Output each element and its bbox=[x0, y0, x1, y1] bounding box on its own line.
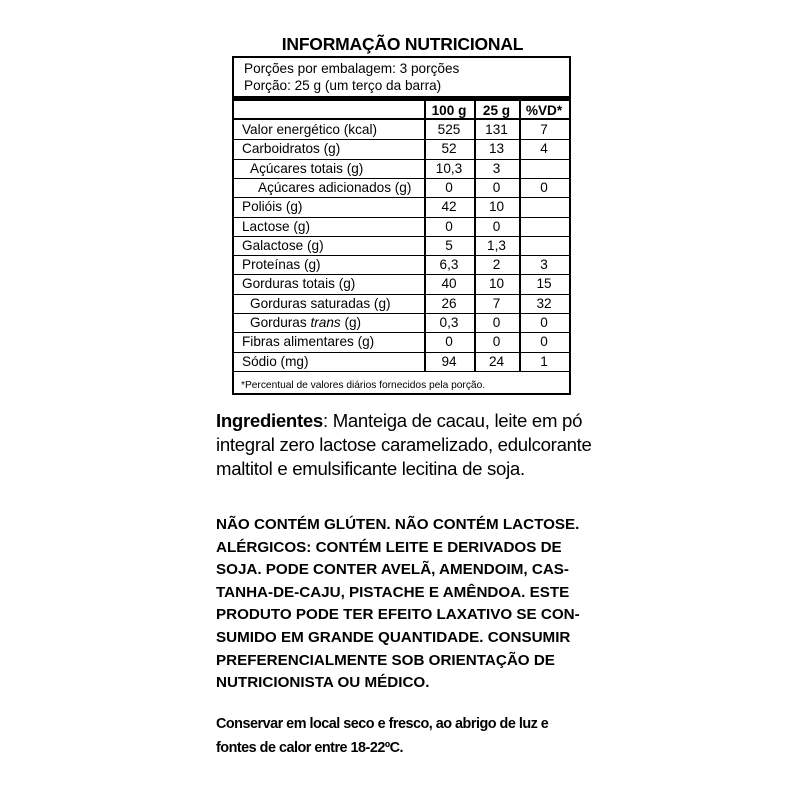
nutrient-value: 10 bbox=[488, 199, 505, 215]
nutrient-value: 0 bbox=[540, 179, 548, 195]
column-header: 25 g bbox=[482, 103, 511, 118]
nutrient-value: 0,3 bbox=[439, 315, 459, 330]
nutrition-title: INFORMAÇÃO NUTRICIONAL bbox=[281, 34, 524, 54]
ingredients-paragraph bbox=[216, 409, 596, 481]
nutrient-value: 2 bbox=[492, 257, 501, 273]
nutrient-label: Gorduras totais (g) bbox=[242, 276, 356, 292]
nutrient-value: 7 bbox=[540, 122, 548, 137]
nutrient-label: Polióis (g) bbox=[242, 199, 303, 215]
nutrient-value: 6,3 bbox=[439, 257, 459, 273]
nutrient-value: 1 bbox=[540, 353, 548, 369]
nutrient-label: Proteínas (g) bbox=[242, 257, 321, 273]
nutrient-label: Açúcares adicionados (g) bbox=[258, 179, 412, 195]
nutrient-value: 0 bbox=[445, 218, 453, 234]
nutrient-value: 24 bbox=[488, 353, 505, 369]
allergen-warnings bbox=[216, 514, 596, 695]
storage-instructions bbox=[216, 712, 596, 760]
nutrient-value: 0 bbox=[492, 315, 501, 330]
warning-line: ALÉRGICOS: CONTÉM LEITE E DERIVADOS DE bbox=[216, 538, 562, 556]
nutrient-value: 42 bbox=[441, 199, 457, 215]
nutrient-value: 94 bbox=[441, 353, 457, 369]
nutrient-value: 40 bbox=[441, 276, 457, 292]
vd-footnote: *Percentual de valores diários fornecidos pela porção. bbox=[241, 380, 486, 391]
column-header: %VD* bbox=[525, 103, 563, 118]
nutrient-value: 131 bbox=[485, 122, 508, 137]
nutrient-value: 0 bbox=[492, 218, 501, 234]
nutrient-value: 525 bbox=[437, 122, 461, 137]
nutrient-label: Açúcares totais (g) bbox=[250, 160, 364, 176]
row-divider bbox=[234, 159, 569, 160]
row-divider bbox=[234, 313, 569, 314]
nutrient-value: 32 bbox=[536, 295, 552, 311]
warning-line: SUMIDO EM GRANDE QUANTIDADE. CONSUMIR bbox=[216, 628, 571, 646]
nutrient-label: Gorduras saturadas (g) bbox=[250, 295, 391, 311]
ingredients-label: Ingredientes bbox=[216, 410, 323, 431]
nutrient-value: 0 bbox=[540, 334, 548, 350]
row-divider bbox=[234, 139, 569, 140]
warning-line: TANHA-DE-CAJU, PISTACHE E AMÊNDOA. ESTE bbox=[216, 583, 570, 601]
nutrient-label: Fibras alimentares (g) bbox=[242, 334, 375, 350]
row-divider bbox=[234, 274, 569, 275]
nutrient-value: 15 bbox=[536, 276, 552, 292]
row-divider bbox=[234, 236, 569, 237]
row-divider bbox=[234, 294, 569, 295]
nutrient-value: 7 bbox=[492, 295, 501, 311]
nutrient-value: 0 bbox=[492, 179, 501, 195]
warning-line: PRODUTO PODE TER EFEITO LAXATIVO SE CON- bbox=[216, 606, 580, 624]
nutrient-value: 0 bbox=[540, 315, 548, 330]
ingredients-line: integral zero lactose caramelizado, edulcorante bbox=[216, 434, 592, 455]
storage-line: Conservar em local seco e fresco, ao abrigo de luz e bbox=[216, 716, 549, 732]
nutrient-label: Lactose (g) bbox=[242, 218, 311, 234]
nutrient-value: 0 bbox=[445, 334, 453, 350]
row-divider bbox=[234, 217, 569, 218]
nutrient-value: 3 bbox=[540, 257, 548, 273]
column-header: 100 g bbox=[431, 103, 467, 118]
storage-line: fontes de calor entre 18-22ºC. bbox=[216, 740, 403, 756]
nutrient-label: Galactose (g) bbox=[242, 237, 324, 253]
nutrient-label: Valor energético (kcal) bbox=[242, 122, 377, 137]
nutrient-label: Sódio (mg) bbox=[242, 353, 309, 369]
nutrient-value: 26 bbox=[441, 295, 457, 311]
nutrient-value: 52 bbox=[441, 141, 457, 157]
warning-line: PREFERENCIALMENTE SOB ORIENTAÇÃO DE bbox=[216, 651, 555, 669]
ingredients-line: maltitol e emulsificante lecitina de soja. bbox=[216, 458, 525, 479]
warning-line: SOJA. PODE CONTER AVELÃ, AMENDOIM, CAS- bbox=[216, 561, 569, 579]
nutrient-value: 1,3 bbox=[487, 237, 506, 253]
nutrient-value: 0 bbox=[445, 179, 453, 195]
nutrient-value: 0 bbox=[492, 334, 501, 350]
nutrient-value: 10 bbox=[488, 276, 505, 292]
servings-per-package: Porções por embalagem: 3 porções bbox=[244, 61, 460, 76]
row-divider bbox=[234, 197, 569, 198]
nutrient-value: 5 bbox=[445, 237, 453, 253]
footnote-divider bbox=[234, 371, 569, 373]
warning-line: NUTRICIONISTA OU MÉDICO. bbox=[216, 674, 430, 692]
row-divider bbox=[234, 255, 569, 256]
nutrient-value: 13 bbox=[488, 141, 505, 157]
portion-size: Porção: 25 g (um terço da barra) bbox=[244, 78, 442, 93]
row-divider bbox=[234, 352, 569, 353]
row-divider bbox=[234, 178, 569, 179]
nutrient-label: Gorduras trans (g) bbox=[250, 315, 362, 330]
nutrient-value: 4 bbox=[540, 141, 548, 157]
ingredients-line: Ingredientes: Manteiga de cacau, leite em pó bbox=[216, 410, 583, 431]
warning-line: NÃO CONTÉM GLÚTEN. NÃO CONTÉM LACTOSE. bbox=[216, 516, 580, 533]
nutrient-label: Carboidratos (g) bbox=[242, 141, 341, 157]
row-divider bbox=[234, 332, 569, 333]
nutrition-facts-table bbox=[232, 56, 571, 395]
nutrient-value: 3 bbox=[492, 160, 501, 176]
nutrient-value: 10,3 bbox=[435, 160, 463, 176]
